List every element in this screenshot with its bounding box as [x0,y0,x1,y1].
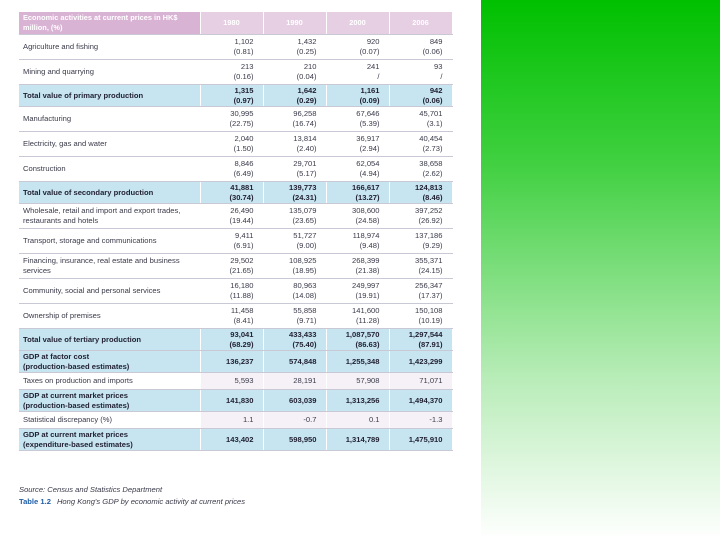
header-year: 2006 [389,12,452,35]
table-row [19,412,452,429]
cell-value: 1,432 (0.25) [263,35,326,60]
cell-value: 30,995 (22.75) [200,107,263,132]
cell-value: 29,701 (5.17) [263,157,326,182]
cell-value: 920 (0.07) [326,35,389,60]
green-gradient-panel [481,0,720,540]
cell-value: 62,054 (4.94) [326,157,389,182]
cell-value: 55,858 (9.71) [263,304,326,329]
cell-value: 51,727 (9.00) [263,229,326,254]
table-row [19,60,452,85]
cell-value: 124,813 (8.46) [389,182,452,204]
cell-value: 308,600 (24.58) [326,204,389,229]
cell-value: 942 (0.06) [389,85,452,107]
cell-value: 9,411 (6.91) [200,229,263,254]
header-year: 1980 [200,12,263,35]
cell-value: 849 (0.06) [389,35,452,60]
gdp-table [19,12,453,451]
cell-value: 213 (0.16) [200,60,263,85]
row-label: Financing, insurance, real estate and business services [19,254,200,279]
cell-value: 210 (0.04) [263,60,326,85]
cell-value: 41,881 (30.74) [200,182,263,204]
cell-value: 141,830 [200,390,263,412]
table-row [19,107,452,132]
cell-value: 603,039 [263,390,326,412]
row-label: Statistical discrepancy (%) [19,412,200,429]
cell-value: 2,040 (1.50) [200,132,263,157]
cell-value: 67,646 (5.39) [326,107,389,132]
cell-value: 574,848 [263,351,326,373]
cell-value: 1,087,570 (86.63) [326,329,389,351]
cell-value: 397,252 (26.92) [389,204,452,229]
cell-value: 150,108 (10.19) [389,304,452,329]
cell-value: 135,079 (23.65) [263,204,326,229]
cell-value: 137,186 (9.29) [389,229,452,254]
total-row [19,182,452,204]
cell-value: 143,402 [200,429,263,451]
cell-value: 139,773 (24.31) [263,182,326,204]
total-row [19,85,452,107]
row-label: Agriculture and fishing [19,35,200,60]
source-note: Source: Census and Statistics Department [19,485,163,494]
cell-value: 166,617 (13.27) [326,182,389,204]
cell-value: 136,237 [200,351,263,373]
cell-value: 1,102 (0.81) [200,35,263,60]
cell-value: 108,925 (18.95) [263,254,326,279]
cell-value: 249,997 (19.91) [326,279,389,304]
total-row [19,351,452,373]
table-row [19,157,452,182]
row-label: Total value of tertiary production [19,329,200,351]
cell-value: 1,475,910 [389,429,452,451]
row-label: Ownership of premises [19,304,200,329]
cell-value: 1,297,544 (87.91) [389,329,452,351]
row-label: GDP at factor cost (production-based estimates) [19,351,200,373]
cell-value: 1,255,348 [326,351,389,373]
cell-value: 11,458 (8.41) [200,304,263,329]
cell-value: 26,490 (19.44) [200,204,263,229]
row-label: Mining and quarrying [19,60,200,85]
cell-value: 118,974 (9.48) [326,229,389,254]
cell-value: 598,950 [263,429,326,451]
row-label: Manufacturing [19,107,200,132]
caption-text: Hong Kong's GDP by economic activity at current prices [56,497,246,506]
cell-value: 16,180 (11.88) [200,279,263,304]
cell-value: 5,593 [200,373,263,390]
row-label: GDP at current market prices (production-based estimates) [19,390,200,412]
cell-value: 141,600 (11.28) [326,304,389,329]
cell-value: 0.1 [326,412,389,429]
cell-value: 1,423,299 [389,351,452,373]
table-row [19,304,452,329]
table-row [19,373,452,390]
cell-value: 38,658 (2.62) [389,157,452,182]
table-row [19,229,452,254]
cell-value: 71,071 [389,373,452,390]
row-label: Taxes on production and imports [19,373,200,390]
cell-value: 1,494,370 [389,390,452,412]
cell-value: 29,502 (21.65) [200,254,263,279]
row-label: Construction [19,157,200,182]
row-label: Total value of primary production [19,85,200,107]
table-header-row [19,12,452,35]
total-row [19,390,452,412]
total-row [19,429,452,451]
row-label: Electricity, gas and water [19,132,200,157]
cell-value: 1,642 (0.29) [263,85,326,107]
cell-value: 355,371 (24.15) [389,254,452,279]
row-label: Community, social and personal services [19,279,200,304]
table-row [19,204,452,229]
row-label: Wholesale, retail and import and export trades, restaurants and hotels [19,204,200,229]
cell-value: -0.7 [263,412,326,429]
table-row [19,132,452,157]
caption-number: Table 1.2 [19,497,51,506]
cell-value: 256,347 (17.37) [389,279,452,304]
total-row [19,329,452,351]
cell-value: 93 / [389,60,452,85]
row-label: Total value of secondary production [19,182,200,204]
cell-value: 96,258 (16.74) [263,107,326,132]
cell-value: 80,963 (14.08) [263,279,326,304]
cell-value: 57,908 [326,373,389,390]
row-label: GDP at current market prices (expenditure-based estimates) [19,429,200,451]
cell-value: 36,917 (2.94) [326,132,389,157]
table-row [19,35,452,60]
cell-value: 1.1 [200,412,263,429]
cell-value: 1,313,256 [326,390,389,412]
cell-value: 28,191 [263,373,326,390]
cell-value: 45,701 (3.1) [389,107,452,132]
cell-value: 40,454 (2.73) [389,132,452,157]
header-label: Economic activities at current prices in HK$ million, (%) [19,12,200,35]
cell-value: 1,161 (0.09) [326,85,389,107]
cell-value: 433,433 (75.40) [263,329,326,351]
cell-value: 241 / [326,60,389,85]
cell-value: -1.3 [389,412,452,429]
table-row [19,254,452,279]
table-row [19,279,452,304]
cell-value: 268,399 (21.38) [326,254,389,279]
cell-value: 1,314,789 [326,429,389,451]
cell-value: 93,041 (68.29) [200,329,263,351]
cell-value: 8,846 (6.49) [200,157,263,182]
cell-value: 13,814 (2.40) [263,132,326,157]
table-body [19,35,452,451]
header-year: 2000 [326,12,389,35]
cell-value: 1,315 (0.97) [200,85,263,107]
table-caption [19,497,245,506]
header-year: 1990 [263,12,326,35]
row-label: Transport, storage and communications [19,229,200,254]
